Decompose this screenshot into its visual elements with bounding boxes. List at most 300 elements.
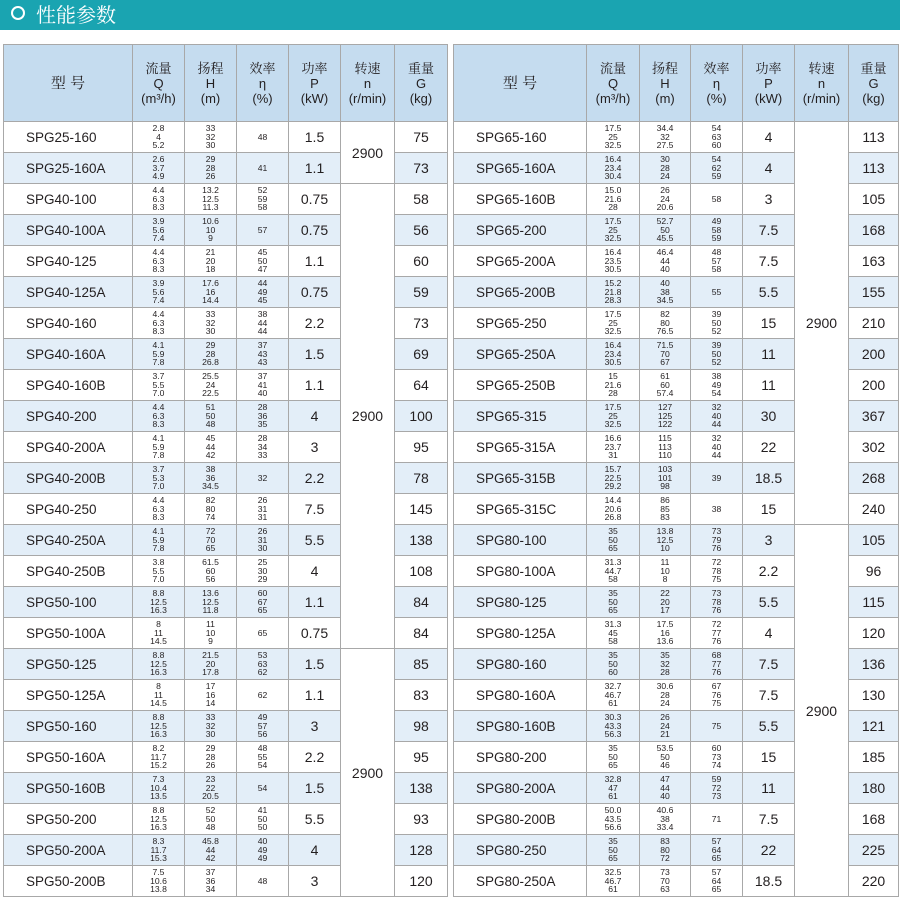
value-line: 59	[711, 233, 722, 244]
value-line: 4.4	[152, 402, 165, 413]
value-line: 52	[257, 185, 268, 196]
performance-table-right	[453, 44, 899, 897]
value-line: 83	[660, 512, 670, 523]
weight-cell: 138	[395, 525, 448, 556]
value-line: 10	[205, 627, 216, 638]
header-line: P	[310, 75, 319, 91]
power-cell: 0.75	[289, 277, 341, 308]
head-cell	[640, 649, 691, 680]
head-cell	[640, 215, 691, 246]
model-cell: SPG40-200	[4, 401, 133, 432]
value-line: 3.8	[152, 557, 165, 568]
value-line: 8.3	[152, 512, 165, 523]
value-line: 40.6	[656, 805, 674, 816]
header-line: 扬程	[651, 60, 678, 76]
value-line: 54	[711, 154, 722, 165]
value-line: 4.1	[152, 526, 165, 537]
flow-cell	[133, 556, 185, 587]
weight-cell: 210	[849, 308, 899, 339]
value-line: 14.5	[150, 698, 167, 709]
table-row	[454, 122, 899, 153]
weight-cell: 105	[849, 184, 899, 215]
head-cell	[185, 432, 237, 463]
value-line: 12.5	[656, 534, 674, 545]
power-cell: 22	[743, 432, 795, 463]
value-line: 12.5	[150, 720, 167, 731]
value-line: 12.5	[202, 596, 219, 607]
model-cell: SPG65-315C	[454, 494, 587, 525]
weight-cell: 113	[849, 153, 899, 184]
value-line: 23.7	[604, 441, 622, 452]
efficiency-cell	[691, 773, 743, 804]
value-line: 58	[608, 636, 618, 647]
value-line: 6.3	[152, 255, 165, 266]
value-line: 15.2	[604, 278, 622, 289]
head-cell	[640, 587, 691, 618]
header-line: P	[764, 75, 773, 91]
head-cell	[640, 680, 691, 711]
value-line: 54	[711, 123, 722, 134]
value-line: 35	[660, 650, 670, 661]
value-line: 44	[660, 255, 670, 266]
power-cell: 4	[743, 618, 795, 649]
value-line: 25	[257, 557, 268, 568]
value-line: 31	[257, 503, 268, 514]
head-cell	[640, 525, 691, 556]
value-line: 79	[711, 534, 722, 545]
value-line: 122	[657, 419, 673, 430]
value-line: 28.3	[604, 295, 622, 306]
value-line: 64	[711, 844, 722, 855]
value-line: 45	[257, 295, 268, 306]
value-line: 22	[205, 782, 216, 793]
value-line: 70	[660, 348, 670, 359]
weight-cell: 155	[849, 277, 899, 308]
model-cell: SPG40-200A	[4, 432, 133, 463]
header-line: (m)	[655, 90, 675, 106]
value-line: 13.5	[150, 791, 167, 802]
header-line: (%)	[252, 90, 273, 106]
weight-cell: 84	[395, 618, 448, 649]
weight-cell: 115	[849, 587, 899, 618]
value-line: 30	[660, 154, 670, 165]
power-cell: 4	[743, 122, 795, 153]
value-line: 24	[205, 379, 216, 390]
value-line: 39	[711, 340, 722, 351]
value-line: 73	[711, 526, 722, 537]
value-line: 6.3	[152, 410, 165, 421]
value-line: 8	[662, 574, 668, 585]
power-cell: 7.5	[289, 494, 341, 525]
head-cell	[185, 463, 237, 494]
head-cell	[185, 835, 237, 866]
value-line: 57	[257, 720, 268, 731]
flow-cell	[133, 370, 185, 401]
value-line: 34	[205, 884, 216, 895]
efficiency-cell	[691, 835, 743, 866]
value-line: 7.4	[152, 295, 165, 306]
value-line: 75	[711, 574, 722, 585]
value-line: 11.7	[150, 751, 167, 762]
value-line: 23.4	[604, 348, 622, 359]
value-line: 17.6	[202, 278, 219, 289]
head-cell	[185, 246, 237, 277]
value-line: 76	[711, 636, 722, 647]
efficiency-cell	[691, 215, 743, 246]
power-cell: 7.5	[743, 680, 795, 711]
efficiency-cell	[237, 587, 289, 618]
model-cell: SPG40-200B	[4, 463, 133, 494]
value-line: 32.5	[604, 233, 622, 244]
value-line: 25	[608, 131, 618, 142]
value-line: 20.6	[604, 503, 622, 514]
flow-cell	[133, 835, 185, 866]
head-cell	[185, 401, 237, 432]
value-line: 32	[711, 402, 722, 413]
value-line: 86	[660, 495, 670, 506]
value-line: 65	[257, 605, 268, 616]
value-line: 28	[205, 162, 216, 173]
value-line: 3.7	[152, 371, 165, 382]
power-cell: 4	[289, 835, 341, 866]
efficiency-cell: 48	[237, 866, 289, 897]
value-line: 55	[257, 751, 268, 762]
value-line: 11	[154, 627, 163, 638]
value-line: 4	[156, 131, 161, 142]
value-line: 56.6	[604, 822, 622, 833]
model-cell: SPG40-100	[4, 184, 133, 215]
value-line: 61	[660, 371, 670, 382]
flow-cell	[133, 246, 185, 277]
value-line: 64	[711, 875, 722, 886]
value-line: 35	[608, 526, 618, 537]
model-cell: SPG50-160B	[4, 773, 133, 804]
value-line: 3.9	[152, 278, 165, 289]
flow-cell	[587, 122, 640, 153]
value-line: 60	[660, 379, 670, 390]
efficiency-cell: 75	[691, 711, 743, 742]
power-cell: 0.75	[289, 618, 341, 649]
flow-cell	[133, 680, 185, 711]
head-cell	[640, 184, 691, 215]
value-line: 26	[660, 185, 670, 196]
weight-cell: 95	[395, 432, 448, 463]
power-cell: 30	[743, 401, 795, 432]
efficiency-cell	[237, 401, 289, 432]
efficiency-cell	[237, 339, 289, 370]
flow-cell	[133, 773, 185, 804]
efficiency-cell: 58	[691, 184, 743, 215]
efficiency-cell	[691, 618, 743, 649]
flow-cell	[587, 277, 640, 308]
value-line: 65	[608, 543, 618, 554]
value-line: 8.3	[152, 202, 165, 213]
efficiency-cell	[691, 525, 743, 556]
model-cell: SPG65-250A	[454, 339, 587, 370]
value-line: 8.2	[152, 743, 165, 754]
model-cell: SPG40-160	[4, 308, 133, 339]
flow-cell	[133, 618, 185, 649]
value-line: 34.4	[656, 123, 674, 134]
weight-cell: 128	[395, 835, 448, 866]
model-cell: SPG50-100A	[4, 618, 133, 649]
value-line: 44	[711, 419, 722, 430]
value-line: 76	[711, 543, 722, 554]
value-line: 58	[257, 202, 268, 213]
head-cell	[640, 339, 691, 370]
header-cell-3	[691, 45, 743, 122]
value-line: 60	[257, 588, 268, 599]
head-cell	[185, 804, 237, 835]
value-line: 12.5	[150, 596, 167, 607]
model-cell: SPG65-250	[454, 308, 587, 339]
value-line: 57.4	[656, 388, 674, 399]
value-line: 31	[257, 534, 268, 545]
header-line: 效率	[249, 60, 276, 76]
value-line: 31.3	[604, 619, 622, 630]
model-cell: SPG50-200A	[4, 835, 133, 866]
value-line: 49	[257, 712, 268, 723]
value-line: 125	[657, 410, 673, 421]
value-line: 59	[711, 774, 722, 785]
model-cell: SPG80-160A	[454, 680, 587, 711]
value-line: 27.5	[656, 140, 674, 151]
value-line: 6.3	[152, 503, 165, 514]
value-line: 17.8	[202, 667, 219, 678]
value-line: 28	[205, 348, 216, 359]
value-line: 32.5	[604, 326, 622, 337]
header-line: (r/min)	[802, 90, 841, 106]
model-cell: SPG80-250A	[454, 866, 587, 897]
value-line: 10	[660, 543, 670, 554]
power-cell: 2.2	[743, 556, 795, 587]
speed-cell: 2900	[341, 122, 395, 184]
value-line: 8.8	[152, 588, 165, 599]
value-line: 37	[205, 867, 216, 878]
header-cell-6	[849, 45, 899, 122]
value-line: 30.5	[604, 264, 622, 275]
value-line: 45.8	[202, 836, 219, 847]
power-cell: 1.1	[289, 587, 341, 618]
value-line: 16.3	[150, 729, 167, 740]
value-line: 35	[608, 836, 618, 847]
value-line: 4.1	[152, 433, 165, 444]
value-line: 22.5	[604, 472, 622, 483]
value-line: 72	[205, 526, 216, 537]
header-line: (kg)	[409, 90, 433, 106]
value-line: 50	[711, 317, 722, 328]
value-line: 49	[257, 853, 268, 864]
value-line: 17.5	[604, 309, 622, 320]
value-line: 56.3	[604, 729, 622, 740]
flow-cell	[587, 525, 640, 556]
power-cell: 3	[743, 525, 795, 556]
value-line: 54	[257, 760, 268, 771]
value-line: 83	[660, 836, 670, 847]
value-line: 6.3	[152, 317, 165, 328]
header-line: H	[205, 75, 216, 91]
power-cell: 4	[289, 556, 341, 587]
power-cell: 7.5	[743, 804, 795, 835]
header-row	[454, 45, 899, 122]
header-line: n	[363, 75, 372, 91]
weight-cell: 60	[395, 246, 448, 277]
efficiency-cell	[691, 401, 743, 432]
value-line: 21.8	[604, 286, 622, 297]
weight-cell: 75	[395, 122, 448, 153]
header-line: G	[415, 75, 427, 91]
efficiency-cell	[691, 680, 743, 711]
value-line: 32.5	[604, 140, 622, 151]
power-cell: 2.2	[289, 308, 341, 339]
value-line: 50	[660, 751, 670, 762]
value-line: 20	[660, 596, 670, 607]
value-line: 32	[711, 433, 722, 444]
value-line: 35	[608, 743, 618, 754]
model-cell: SPG80-125	[454, 587, 587, 618]
value-line: 10	[205, 224, 216, 235]
weight-cell: 168	[849, 215, 899, 246]
value-line: 38	[660, 286, 670, 297]
head-cell	[640, 308, 691, 339]
flow-cell	[587, 153, 640, 184]
flow-cell	[587, 649, 640, 680]
weight-cell: 120	[395, 866, 448, 897]
value-line: 47	[660, 774, 670, 785]
head-cell	[640, 277, 691, 308]
head-cell	[640, 246, 691, 277]
value-line: 50	[257, 255, 268, 266]
power-cell: 11	[743, 339, 795, 370]
value-line: 82	[660, 309, 670, 320]
model-cell: SPG25-160	[4, 122, 133, 153]
efficiency-cell	[237, 742, 289, 773]
value-line: 73	[711, 751, 722, 762]
power-cell: 5.5	[743, 711, 795, 742]
power-cell: 3	[289, 866, 341, 897]
flow-cell	[133, 587, 185, 618]
value-line: 51	[205, 402, 216, 413]
value-line: 30	[257, 565, 268, 576]
efficiency-cell	[237, 370, 289, 401]
header-line: 重量	[407, 60, 434, 76]
value-line: 72	[711, 619, 722, 630]
value-line: 33.4	[656, 822, 674, 833]
head-cell	[640, 618, 691, 649]
efficiency-cell	[691, 308, 743, 339]
value-line: 40	[660, 278, 670, 289]
model-cell: SPG40-160A	[4, 339, 133, 370]
value-line: 48	[205, 822, 216, 833]
weight-cell: 121	[849, 711, 899, 742]
efficiency-cell	[691, 339, 743, 370]
value-line: 36	[257, 410, 268, 421]
model-cell: SPG40-125	[4, 246, 133, 277]
value-line: 35	[608, 650, 618, 661]
power-cell: 22	[743, 835, 795, 866]
value-line: 71.5	[656, 340, 674, 351]
value-line: 50	[608, 844, 618, 855]
power-cell: 7.5	[743, 246, 795, 277]
flow-cell	[587, 246, 640, 277]
flow-cell	[587, 711, 640, 742]
value-line: 44	[660, 782, 670, 793]
value-line: 73	[660, 867, 670, 878]
efficiency-cell	[237, 432, 289, 463]
head-cell	[185, 525, 237, 556]
flow-cell	[133, 339, 185, 370]
value-line: 23.5	[604, 255, 622, 266]
value-line: 5.9	[152, 348, 165, 359]
value-line: 5.5	[152, 379, 165, 390]
value-line: 26	[257, 526, 268, 537]
value-line: 23.4	[604, 162, 622, 173]
value-line: 42	[205, 450, 216, 461]
value-line: 3.9	[152, 216, 165, 227]
value-line: 30	[205, 729, 216, 740]
header-line: (kW)	[300, 90, 329, 106]
header-line: (kW)	[754, 90, 783, 106]
value-line: 39	[711, 309, 722, 320]
value-line: 44	[257, 326, 268, 337]
model-cell: SPG50-100	[4, 587, 133, 618]
value-line: 45.5	[656, 233, 674, 244]
value-line: 57	[711, 255, 722, 266]
value-line: 32.5	[604, 419, 622, 430]
power-cell: 1.1	[289, 246, 341, 277]
value-line: 38	[711, 371, 722, 382]
value-line: 52	[711, 326, 722, 337]
value-line: 33	[205, 309, 216, 320]
header-line: (%)	[706, 90, 727, 106]
power-cell: 3	[289, 432, 341, 463]
value-line: 15.3	[150, 853, 167, 864]
head-cell	[640, 773, 691, 804]
value-line: 31.3	[604, 557, 622, 568]
value-line: 17.5	[604, 123, 622, 134]
value-line: 76	[711, 689, 722, 700]
value-line: 13.2	[202, 185, 219, 196]
value-line: 20.6	[656, 202, 674, 213]
table-header	[454, 45, 899, 122]
power-cell: 4	[289, 401, 341, 432]
value-line: 11.7	[150, 844, 167, 855]
power-cell: 3	[289, 711, 341, 742]
header-line: Q	[607, 75, 619, 91]
weight-cell: 130	[849, 680, 899, 711]
value-line: 50	[257, 822, 268, 833]
efficiency-cell	[691, 370, 743, 401]
head-cell	[640, 370, 691, 401]
flow-cell	[133, 153, 185, 184]
value-line: 44	[257, 278, 268, 289]
head-cell	[640, 742, 691, 773]
value-line: 63	[711, 131, 722, 142]
model-cell: SPG40-250A	[4, 525, 133, 556]
value-line: 35	[608, 588, 618, 599]
value-line: 46.7	[604, 689, 622, 700]
flow-cell	[133, 742, 185, 773]
value-line: 33	[205, 712, 216, 723]
value-line: 40	[257, 836, 268, 847]
value-line: 36	[205, 875, 216, 886]
value-line: 10.6	[150, 875, 167, 886]
head-cell	[185, 556, 237, 587]
value-line: 50	[608, 751, 618, 762]
value-line: 29	[205, 154, 216, 165]
value-line: 5.2	[152, 140, 165, 151]
header-line: n	[817, 75, 826, 91]
